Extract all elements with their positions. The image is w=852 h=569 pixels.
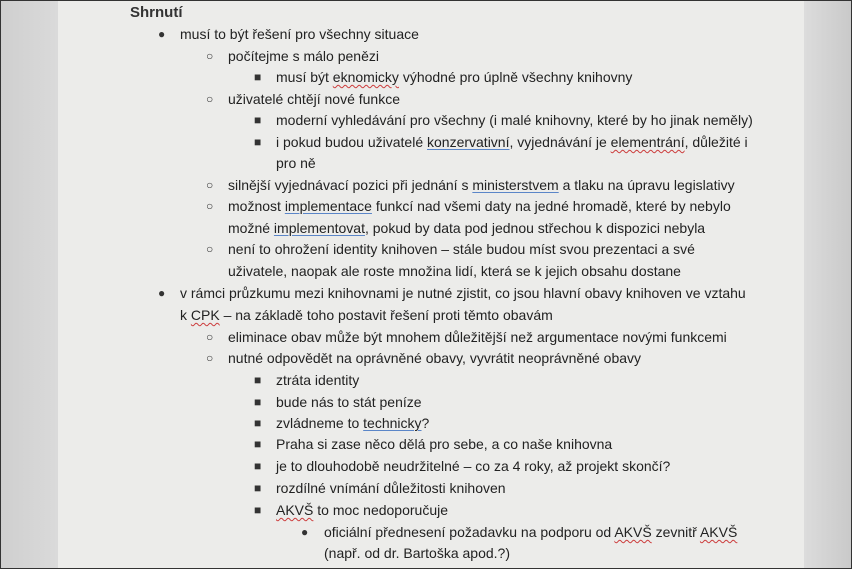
- list-item: [58, 24, 804, 44]
- list-item-text: pro ně: [276, 155, 316, 171]
- document-title: Shrnutí: [130, 4, 183, 21]
- square-marker: ■: [254, 373, 262, 387]
- square-marker: ■: [254, 503, 262, 517]
- circle-marker: ○: [206, 199, 214, 213]
- list-item-text: eliminace obav může být mnohem důležitější než argumentace novými funkcemi: [228, 329, 727, 345]
- list-item-text: možnost implementace funkcí nad všemi daty na jedné hromadě, které by nebylo: [228, 198, 731, 214]
- circle-marker: ○: [206, 351, 214, 365]
- list-item-text: nutné odpovědět na oprávněné obavy, vyvrátit neoprávněné obavy: [228, 350, 642, 366]
- list-item-text: Praha si zase něco dělá pro sebe, a co naše knihovna: [276, 436, 613, 452]
- list-item: [58, 348, 804, 368]
- list-item-text: ztráta identity: [276, 372, 360, 388]
- list-item: [58, 522, 804, 542]
- list-item-continuation: [58, 543, 804, 563]
- list-item: [58, 413, 804, 433]
- list-item-continuation: [58, 261, 804, 281]
- square-marker: ■: [254, 459, 262, 473]
- right-margin-shadow: [804, 0, 852, 569]
- left-margin-shadow: [0, 0, 58, 569]
- list-item-text: silnější vyjednávací pozici při jednání s ministerstvem a tlaku na úpravu legislativy: [228, 177, 735, 193]
- list-item: [58, 239, 804, 259]
- list-item-text: rozdílné vnímání důležitosti knihoven: [276, 480, 506, 496]
- square-marker: ■: [254, 395, 262, 409]
- square-marker: ■: [254, 437, 262, 451]
- list-item: [58, 67, 804, 87]
- circle-marker: ○: [206, 330, 214, 344]
- list-item-text: i pokud budou uživatelé konzervativní, vyjednávání je elementrání, důležité i: [276, 134, 748, 150]
- list-item: [58, 175, 804, 195]
- list-item-text: uživatele, naopak ale roste množina lidí, která se k jejich obsahu dostane: [228, 263, 681, 279]
- list-item-continuation: [58, 153, 804, 173]
- circle-marker: ○: [206, 49, 214, 63]
- list-item-text: není to ohrožení identity knihoven – stále budou míst svou prezentaci a své: [228, 241, 695, 257]
- list-item-text: možné implementovat, pokud by data pod jednou střechou k dispozici nebyla: [228, 220, 706, 236]
- list-item-text: musí to být řešení pro všechny situace: [180, 26, 419, 42]
- list-item-text: k CPK – na základě toho postavit řešení proti těmto obavám: [180, 307, 553, 323]
- square-marker: ■: [254, 481, 262, 495]
- list-item-text: (např. od dr. Bartoška apod.?): [324, 545, 510, 561]
- list-item-text: uživatelé chtějí nové funkce: [228, 91, 400, 107]
- circle-marker: ○: [206, 242, 214, 256]
- list-item: [58, 327, 804, 347]
- list-item: [58, 434, 804, 454]
- circle-marker: ○: [206, 178, 214, 192]
- bullet-marker: ●: [301, 525, 309, 539]
- list-item-text: oficiální přednesení požadavku na podporu od AKVŠ zevnitř AKVŠ: [324, 524, 738, 540]
- document-page: [58, 0, 804, 569]
- bullet-marker: ●: [158, 286, 166, 300]
- list-item-text: AKVŠ to moc nedoporučuje: [276, 502, 448, 518]
- list-item-text: zvládneme to technicky?: [276, 415, 430, 431]
- list-item: [58, 46, 804, 66]
- list-item: [58, 196, 804, 216]
- list-item: [58, 132, 804, 152]
- square-marker: ■: [254, 135, 262, 149]
- list-item-continuation: [58, 218, 804, 238]
- list-item-text: moderní vyhledávání pro všechny (i malé knihovny, které by ho jinak neměly): [276, 112, 753, 128]
- list-item-text: počítejme s málo penězi: [228, 48, 379, 64]
- list-item-text: v rámci průzkumu mezi knihovnami je nutné zjistit, co jsou hlavní obavy knihoven ve vztahu: [180, 285, 746, 301]
- list-item-text: je to dlouhodobě neudržitelné – co za 4 roky, až projekt skončí?: [276, 458, 671, 474]
- list-item: [58, 110, 804, 130]
- list-item-text: bude nás to stát peníze: [276, 394, 422, 410]
- list-item-continuation: [58, 305, 804, 325]
- list-item: [58, 500, 804, 520]
- square-marker: ■: [254, 416, 262, 430]
- bullet-marker: ●: [158, 27, 166, 41]
- square-marker: ■: [254, 113, 262, 127]
- list-item: [58, 283, 804, 303]
- square-marker: ■: [254, 70, 262, 84]
- list-item: [58, 456, 804, 476]
- list-item: [58, 370, 804, 390]
- list-item: [58, 392, 804, 412]
- circle-marker: ○: [206, 92, 214, 106]
- list-item-text: musí být eknomicky výhodné pro úplně všechny knihovny: [276, 69, 633, 85]
- list-item: [58, 89, 804, 109]
- list-item: [58, 478, 804, 498]
